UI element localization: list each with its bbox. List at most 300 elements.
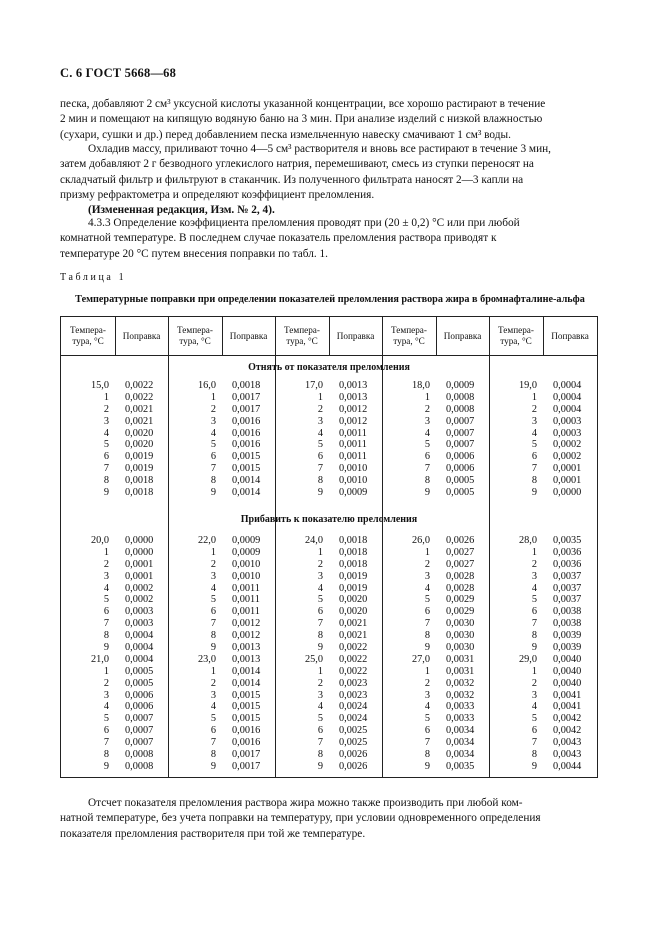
header-temp: Темпера-тура, °С (498, 325, 534, 346)
correction-cell: 0,0042 (553, 725, 582, 737)
correction-cell: 0,0003 (125, 606, 154, 618)
header-temp: Темпера-тура, °С (70, 325, 106, 346)
temp-cell: 3 (210, 689, 216, 701)
correction-cell: 0,0003 (553, 427, 582, 439)
correction-cell: 0,0033 (446, 713, 475, 725)
correction-cell: 0,0022 (339, 665, 368, 677)
correction-cell: 0,0028 (446, 570, 475, 582)
temp-cell: 6 (317, 451, 323, 463)
temp-cell: 3 (210, 570, 216, 582)
correction-cell: 0,0029 (446, 594, 475, 606)
temp-cell: 7 (424, 463, 430, 475)
temp-cell: 4 (424, 582, 430, 594)
correction-cell: 0,0043 (553, 749, 582, 761)
temp-cell: 4 (317, 582, 323, 594)
correction-cell: 0,0011 (232, 606, 260, 618)
temp-cell: 7 (531, 618, 537, 630)
temp-cell: 7 (210, 463, 216, 475)
correction-cell: 0,0007 (125, 737, 154, 749)
correction-cell: 0,0003 (125, 618, 154, 630)
correction-cell: 0,0037 (553, 570, 582, 582)
correction-cell: 0,0026 (339, 760, 368, 772)
correction-cell: 0,0001 (553, 463, 582, 475)
text-line: 2 мин и помещают на кипящую водяную баню на 3 мин. При анализе изделий с низкой влажностью (60, 113, 543, 126)
correction-cell: 0,0012 (339, 415, 368, 427)
temp-cell: 15,0 (90, 380, 109, 391)
header-correction: Поправка (229, 330, 268, 341)
temp-cell: 5 (317, 439, 323, 451)
temp-cell: 6 (103, 606, 109, 618)
correction-cell: 0,0043 (553, 737, 582, 749)
temp-cell: 7 (103, 737, 109, 749)
correction-cell: 0,0012 (339, 403, 368, 415)
temp-cell: 4 (210, 582, 216, 594)
correction-cell: 0,0018 (339, 546, 368, 558)
correction-cell: 0,0008 (125, 760, 154, 772)
temp-cell: 4 (531, 427, 537, 439)
temp-cell: 29,0 (518, 653, 537, 665)
correction-cell: 0,0001 (553, 475, 582, 487)
column-divider (222, 317, 223, 355)
correction-cell: 0,0011 (232, 582, 260, 594)
correction-cell: 0,0011 (339, 427, 367, 439)
correction-cell: 0,0020 (339, 606, 368, 618)
temp-cell: 23,0 (197, 653, 216, 665)
correction-cell: 0,0033 (446, 701, 475, 713)
temp-cell: 2 (317, 403, 323, 415)
text-line: затем добавляют 2 г безводного углекислого натрия, перемешивают, смесь из ступки переносят на (60, 158, 534, 171)
temp-cell: 2 (210, 558, 216, 570)
temp-cell: 9 (103, 642, 109, 654)
temp-cell: 6 (317, 725, 323, 737)
temp-cell: 5 (531, 439, 537, 451)
correction-cell: 0,0004 (125, 642, 154, 654)
temp-cell: 9 (317, 760, 323, 772)
temp-cell: 16,0 (197, 380, 216, 391)
correction-cell: 0,0016 (232, 439, 261, 451)
correction-cell: 0,0009 (232, 546, 261, 558)
temp-cell: 4 (210, 427, 216, 439)
temp-cell: 8 (210, 749, 216, 761)
temp-cell: 5 (103, 439, 109, 451)
correction-cell: 0,0000 (553, 487, 582, 499)
temp-cell: 1 (317, 391, 323, 403)
temp-cell: 22,0 (197, 535, 216, 546)
correction-cell: 0,0005 (125, 677, 154, 689)
temp-cell: 2 (424, 677, 430, 689)
correction-cell: 0,0039 (553, 642, 582, 654)
temp-cell: 3 (531, 570, 537, 582)
temp-cell: 2 (424, 403, 430, 415)
temp-cell: 5 (317, 594, 323, 606)
temp-cell: 8 (103, 749, 109, 761)
temp-cell: 7 (424, 618, 430, 630)
temp-cell: 9 (103, 487, 109, 499)
correction-cell: 0,0011 (339, 439, 367, 451)
correction-cell: 0,0031 (446, 653, 475, 665)
correction-cell: 0,0021 (339, 618, 368, 630)
correction-cell: 0,0021 (339, 630, 368, 642)
table-title: Температурные поправки при определении показателей преломления раствора жира в бромнафталине-альфа (75, 294, 585, 305)
temp-cell: 6 (103, 725, 109, 737)
temp-cell: 1 (317, 546, 323, 558)
temp-cell: 6 (210, 725, 216, 737)
correction-cell: 0,0004 (125, 630, 154, 642)
temp-cell: 2 (317, 558, 323, 570)
temp-cell: 9 (424, 760, 430, 772)
temp-cell: 6 (424, 725, 430, 737)
column-divider (329, 317, 330, 355)
correction-cell: 0,0021 (125, 403, 154, 415)
paragraph-3 (60, 216, 598, 262)
temp-cell: 3 (424, 415, 430, 427)
temp-cell: 5 (424, 439, 430, 451)
correction-cell: 0,0037 (553, 594, 582, 606)
temp-cell: 7 (531, 737, 537, 749)
correction-cell: 0,0006 (446, 451, 475, 463)
correction-cell: 0,0016 (232, 737, 261, 749)
temp-cell: 6 (424, 606, 430, 618)
correction-column (339, 380, 389, 499)
temp-cell: 9 (317, 487, 323, 499)
correction-cell: 0,0009 (339, 487, 368, 499)
text-line: призму рефрактометра и определяют коэффициент преломления. (60, 188, 375, 201)
temp-cell: 3 (103, 689, 109, 701)
temp-column (287, 535, 323, 773)
correction-cell: 0,0023 (339, 677, 368, 689)
correction-cell: 0,0007 (125, 725, 154, 737)
correction-cell: 0,0000 (125, 546, 154, 558)
correction-cell: 0,0007 (125, 713, 154, 725)
temp-cell: 27,0 (411, 653, 430, 665)
correction-cell: 0,0008 (446, 391, 475, 403)
correction-cell: 0,0036 (553, 546, 582, 558)
correction-cell: 0,0034 (446, 725, 475, 737)
correction-cell: 0,0014 (232, 677, 261, 689)
correction-cell: 0,0011 (339, 451, 367, 463)
correction-cell: 0,0027 (446, 558, 475, 570)
page-header: С. 6 ГОСТ 5668—68 (60, 66, 177, 80)
text-line: складчатый фильтр и фильтруют в стаканчик. Из полученного фильтрата наносят 2—3 капли на (60, 173, 524, 186)
temp-cell: 7 (210, 618, 216, 630)
correction-cell: 0,0029 (446, 606, 475, 618)
temp-cell: 8 (317, 749, 323, 761)
correction-cell: 0,0023 (339, 689, 368, 701)
correction-cell: 0,0032 (446, 677, 475, 689)
correction-cell: 0,0000 (125, 535, 154, 546)
correction-cell: 0,0024 (339, 713, 368, 725)
temp-cell: 6 (531, 451, 537, 463)
temp-cell: 4 (103, 582, 109, 594)
temp-cell: 4 (103, 701, 109, 713)
temp-cell: 3 (531, 415, 537, 427)
temp-cell: 3 (210, 415, 216, 427)
temp-cell: 6 (103, 451, 109, 463)
header-correction: Поправка (122, 330, 161, 341)
correction-cell: 0,0014 (232, 665, 261, 677)
temp-cell: 1 (210, 391, 216, 403)
temp-column (394, 380, 430, 499)
temp-cell: 26,0 (411, 535, 430, 546)
correction-cell: 0,0002 (125, 594, 154, 606)
temp-column (73, 380, 109, 499)
correction-cell: 0,0017 (232, 749, 261, 761)
temp-cell: 2 (424, 558, 430, 570)
header-temp: Темпера-тура, °С (284, 325, 320, 346)
temp-cell: 2 (103, 403, 109, 415)
correction-cell: 0,0007 (446, 415, 475, 427)
correction-cell: 0,0012 (232, 618, 261, 630)
temp-cell: 7 (210, 737, 216, 749)
correction-cell: 0,0030 (446, 630, 475, 642)
correction-cell: 0,0007 (446, 439, 475, 451)
correction-column (446, 380, 496, 499)
temp-cell: 2 (210, 403, 216, 415)
temp-cell: 6 (210, 606, 216, 618)
correction-cell: 0,0039 (553, 630, 582, 642)
correction-cell: 0,0040 (553, 653, 582, 665)
temp-cell: 2 (103, 558, 109, 570)
correction-cell: 0,0019 (125, 451, 154, 463)
correction-cell: 0,0019 (339, 582, 368, 594)
text-line: 4.3.3 Определение коэффициента преломления проводят при (20 ± 0,2) °С или при любой (88, 217, 520, 229)
correction-cell: 0,0017 (232, 760, 261, 772)
correction-cell: 0,0015 (232, 463, 261, 475)
temp-cell: 4 (317, 427, 323, 439)
temp-cell: 8 (210, 630, 216, 642)
temp-cell: 3 (531, 689, 537, 701)
correction-cell: 0,0025 (339, 725, 368, 737)
header-correction: Поправка (336, 330, 375, 341)
header-temp: Темпера-тура, °С (177, 325, 213, 346)
correction-cell: 0,0016 (232, 725, 261, 737)
correction-cell: 0,0044 (553, 760, 582, 772)
temp-cell: 4 (103, 427, 109, 439)
correction-cell: 0,0019 (125, 463, 154, 475)
correction-cell: 0,0008 (125, 749, 154, 761)
correction-cell: 0,0018 (339, 535, 368, 546)
correction-cell: 0,0036 (553, 558, 582, 570)
temp-cell: 18,0 (411, 380, 430, 391)
temp-cell: 3 (103, 570, 109, 582)
correction-cell: 0,0005 (446, 475, 475, 487)
correction-cell: 0,0020 (339, 594, 368, 606)
temp-cell: 8 (531, 749, 537, 761)
closing-paragraph (60, 796, 598, 842)
temp-cell: 1 (531, 665, 537, 677)
temp-cell: 3 (317, 570, 323, 582)
correction-cell: 0,0013 (232, 653, 261, 665)
correction-cell: 0,0040 (553, 665, 582, 677)
correction-cell: 0,0012 (232, 630, 261, 642)
correction-cell: 0,0040 (553, 677, 582, 689)
correction-cell: 0,0002 (553, 439, 582, 451)
correction-cell: 0,0031 (446, 665, 475, 677)
correction-cell: 0,0016 (232, 427, 261, 439)
paragraph-1 (60, 97, 598, 143)
temp-cell: 8 (317, 630, 323, 642)
temp-cell: 2 (103, 677, 109, 689)
section-subtract-title: Отнять от показателя преломления (248, 362, 410, 373)
correction-column (232, 380, 282, 499)
temp-column (287, 380, 323, 499)
correction-cell: 0,0013 (232, 642, 261, 654)
temp-cell: 9 (103, 760, 109, 772)
correction-column (125, 380, 175, 499)
temp-cell: 7 (317, 463, 323, 475)
temp-cell: 9 (531, 760, 537, 772)
correction-cell: 0,0007 (446, 427, 475, 439)
temp-cell: 6 (317, 606, 323, 618)
correction-column (125, 535, 175, 773)
temp-cell: 3 (424, 570, 430, 582)
temp-cell: 4 (531, 582, 537, 594)
correction-cell: 0,0015 (232, 451, 261, 463)
temp-cell: 24,0 (304, 535, 323, 546)
temp-cell: 9 (531, 487, 537, 499)
correction-cell: 0,0022 (125, 380, 154, 391)
correction-cell: 0,0006 (125, 701, 154, 713)
correction-cell: 0,0037 (553, 582, 582, 594)
temp-cell: 4 (424, 427, 430, 439)
temp-cell: 9 (424, 487, 430, 499)
correction-column (232, 535, 282, 773)
correction-cell: 0,0038 (553, 618, 582, 630)
correction-cell: 0,0018 (125, 475, 154, 487)
temp-cell: 1 (424, 391, 430, 403)
text-line: песка, добавляют 2 см³ уксусной кислоты указанной концентрации, все хорошо растирают в течение (60, 98, 546, 110)
text-line: температуре 20 °С путем внесения поправки по табл. 1. (60, 247, 328, 260)
correction-cell: 0,0027 (446, 546, 475, 558)
correction-cell: 0,0002 (125, 582, 154, 594)
text-line: (сухари, сушки и др.) перед добавлением песка измельченную навеску смачивают 1 см³ воды. (60, 128, 511, 141)
correction-cell: 0,0026 (339, 749, 368, 761)
temp-cell: 8 (210, 475, 216, 487)
temp-cell: 2 (317, 677, 323, 689)
temp-cell: 28,0 (518, 535, 537, 546)
temp-cell: 4 (424, 701, 430, 713)
temp-column (501, 535, 537, 773)
temp-cell: 20,0 (90, 535, 109, 546)
correction-cell: 0,0022 (339, 642, 368, 654)
temp-cell: 6 (210, 451, 216, 463)
temp-cell: 2 (531, 677, 537, 689)
correction-cell: 0,0017 (232, 403, 261, 415)
correction-cell: 0,0035 (446, 760, 475, 772)
correction-cell: 0,0004 (553, 391, 582, 403)
temp-cell: 8 (103, 630, 109, 642)
temp-cell: 4 (531, 701, 537, 713)
temp-cell: 7 (531, 463, 537, 475)
correction-cell: 0,0010 (232, 570, 261, 582)
temp-cell: 5 (531, 594, 537, 606)
column-divider (115, 317, 116, 355)
text-line: Охладив массу, приливают точно 4—5 см³ растворителя и вновь все растирают в течение 3 мин, (88, 143, 552, 155)
temp-cell: 8 (424, 749, 430, 761)
correction-cell: 0,0018 (125, 487, 154, 499)
text-line: Отсчет показателя преломления раствора жира можно также производить при любой ком- (88, 797, 523, 809)
correction-cell: 0,0016 (232, 415, 261, 427)
correction-column (553, 535, 603, 773)
temp-cell: 1 (531, 546, 537, 558)
temp-cell: 5 (424, 713, 430, 725)
temp-cell: 2 (210, 677, 216, 689)
text-line: натной температуре, без учета поправки на температуру, при условии одновременного определения (60, 812, 541, 825)
correction-cell: 0,0041 (553, 701, 582, 713)
temp-cell: 6 (531, 606, 537, 618)
correction-cell: 0,0015 (232, 713, 261, 725)
temp-cell: 8 (531, 475, 537, 487)
section-add-title: Прибавить к показателю преломления (240, 514, 418, 525)
paragraph-2 (60, 142, 598, 203)
correction-cell: 0,0001 (125, 558, 154, 570)
temp-cell: 7 (317, 737, 323, 749)
correction-cell: 0,0034 (446, 749, 475, 761)
correction-cell: 0,0015 (232, 689, 261, 701)
column-divider (436, 317, 437, 355)
temp-cell: 5 (103, 713, 109, 725)
correction-column (446, 535, 496, 773)
correction-cell: 0,0026 (446, 535, 475, 546)
text-line: комнатной температуре. В последнем случае показатель преломления раствора приводят к (60, 232, 497, 245)
temp-cell: 9 (210, 487, 216, 499)
temp-cell: 19,0 (518, 380, 537, 391)
correction-cell: 0,0015 (232, 701, 261, 713)
correction-cell: 0,0006 (446, 463, 475, 475)
temp-cell: 7 (103, 463, 109, 475)
temp-cell: 1 (317, 665, 323, 677)
text-line: показателя преломления растворителя при той же температуре. (60, 827, 366, 840)
correction-cell: 0,0005 (446, 487, 475, 499)
temp-cell: 21,0 (90, 653, 109, 665)
temp-cell: 25,0 (304, 653, 323, 665)
temp-column (73, 535, 109, 773)
temp-cell: 9 (424, 642, 430, 654)
temp-cell: 5 (424, 594, 430, 606)
correction-cell: 0,0028 (446, 582, 475, 594)
correction-cell: 0,0009 (446, 380, 475, 391)
temp-cell: 8 (531, 630, 537, 642)
temp-cell: 5 (210, 713, 216, 725)
temp-cell: 9 (531, 642, 537, 654)
correction-cell: 0,0042 (553, 713, 582, 725)
temp-column (180, 535, 216, 773)
correction-column (339, 535, 389, 773)
correction-cell: 0,0001 (125, 570, 154, 582)
correction-cell: 0,0030 (446, 642, 475, 654)
correction-cell: 0,0018 (232, 380, 261, 391)
temp-cell: 4 (210, 701, 216, 713)
correction-cell: 0,0025 (339, 737, 368, 749)
correction-cell: 0,0002 (553, 451, 582, 463)
correction-cell: 0,0010 (339, 463, 368, 475)
correction-cell: 0,0004 (553, 380, 582, 391)
correction-cell: 0,0004 (125, 653, 154, 665)
correction-cell: 0,0035 (553, 535, 582, 546)
header-correction: Поправка (551, 330, 589, 341)
correction-cell: 0,0038 (553, 606, 582, 618)
temp-cell: 5 (317, 713, 323, 725)
temp-cell: 5 (210, 594, 216, 606)
temp-cell: 1 (103, 546, 109, 558)
correction-cell: 0,0006 (125, 689, 154, 701)
correction-cell: 0,0032 (446, 689, 475, 701)
temp-cell: 8 (424, 630, 430, 642)
temp-cell: 17,0 (304, 380, 323, 391)
temp-cell: 1 (210, 665, 216, 677)
temp-cell: 4 (317, 701, 323, 713)
correction-cell: 0,0013 (339, 380, 368, 391)
